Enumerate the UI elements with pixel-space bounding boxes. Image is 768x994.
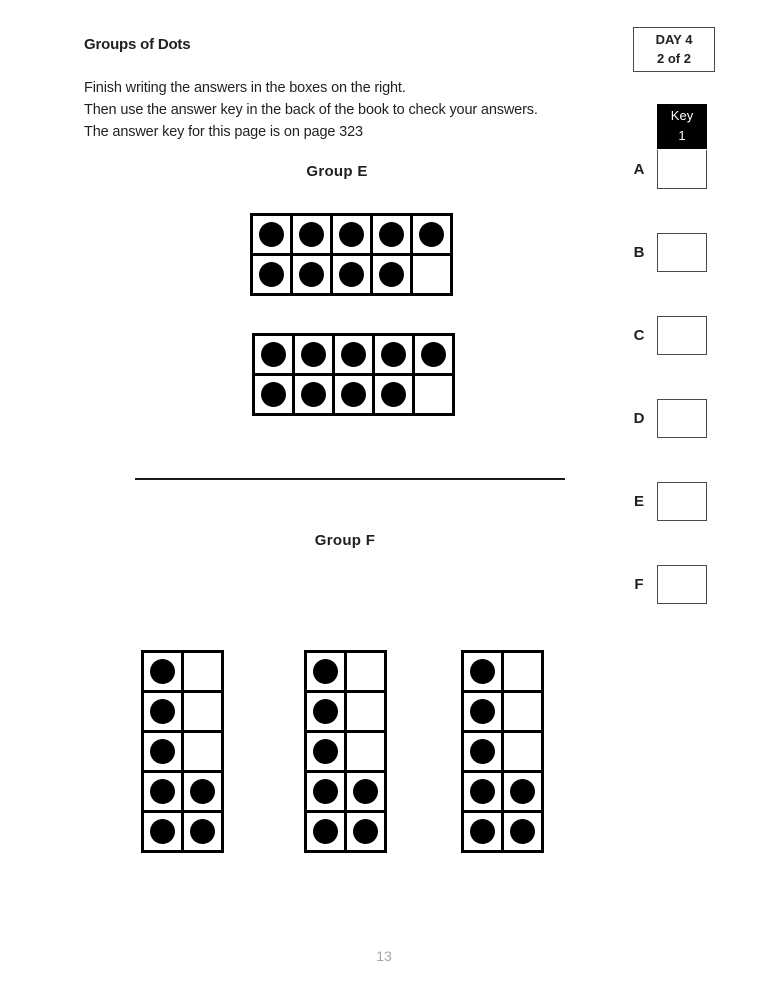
dot-icon	[313, 699, 339, 725]
ten-frame-f-frame-2	[304, 650, 387, 853]
dot-icon	[261, 342, 287, 368]
frame-cell-filled	[293, 216, 333, 256]
dot-icon	[379, 222, 405, 248]
answer-slot-f	[628, 565, 708, 604]
section-divider	[135, 478, 565, 480]
page-title: Groups of Dots	[84, 36, 191, 53]
answer-slot-e	[628, 482, 708, 521]
dot-icon	[299, 222, 325, 248]
frame-cell-empty	[504, 733, 544, 773]
answer-box-f[interactable]	[657, 565, 707, 604]
answer-box-c[interactable]	[657, 316, 707, 355]
frame-cell-empty	[415, 376, 455, 416]
dot-icon	[301, 382, 327, 408]
dot-icon	[381, 342, 407, 368]
dot-icon	[379, 262, 405, 288]
frame-cell-filled	[144, 733, 184, 773]
frame-cell-filled	[144, 693, 184, 733]
dot-icon	[259, 222, 285, 248]
answer-slot-b	[628, 233, 708, 272]
dot-icon	[353, 819, 379, 845]
answer-letter-f: F	[634, 576, 644, 593]
answer-slot-d	[628, 399, 708, 438]
frame-cell-filled	[335, 376, 375, 416]
dot-icon	[299, 262, 325, 288]
ten-frame-f-frame-1	[141, 650, 224, 853]
dot-icon	[381, 382, 407, 408]
dot-icon	[341, 342, 367, 368]
frame-cell-filled	[504, 813, 544, 853]
frame-cell-filled	[333, 256, 373, 296]
frame-cell-filled	[255, 336, 295, 376]
answer-box-a[interactable]	[657, 150, 707, 189]
frame-cell-filled	[333, 216, 373, 256]
frame-cell-empty	[347, 733, 387, 773]
key-badge-number: 1	[678, 128, 686, 143]
frame-cell-empty	[504, 653, 544, 693]
frame-cell-empty	[504, 693, 544, 733]
frame-cell-filled	[144, 653, 184, 693]
frame-cell-filled	[307, 773, 347, 813]
frame-cell-filled	[253, 256, 293, 296]
frame-cell-filled	[464, 693, 504, 733]
frame-cell-empty	[347, 693, 387, 733]
dot-icon	[150, 779, 176, 805]
frame-cell-empty	[184, 653, 224, 693]
frame-cell-filled	[464, 653, 504, 693]
answer-letter-e: E	[633, 493, 644, 510]
dot-icon	[261, 382, 287, 408]
frame-cell-filled	[307, 653, 347, 693]
frame-cell-empty	[413, 256, 453, 296]
frame-cell-filled	[144, 813, 184, 853]
dot-icon	[150, 659, 176, 685]
frame-cell-filled	[375, 376, 415, 416]
dot-icon	[190, 779, 216, 805]
frame-cell-filled	[413, 216, 453, 256]
day-badge-progress: 2 of 2	[657, 51, 691, 66]
frame-cell-filled	[373, 256, 413, 296]
answer-box-d[interactable]	[657, 399, 707, 438]
dot-icon	[150, 819, 176, 845]
frame-cell-filled	[307, 813, 347, 853]
group-f-heading: Group F	[314, 532, 376, 549]
ten-frame-e-frame-1	[250, 213, 453, 296]
frame-cell-filled	[335, 336, 375, 376]
dot-icon	[313, 739, 339, 765]
answer-letter-d: D	[633, 410, 645, 427]
frame-cell-filled	[373, 216, 413, 256]
frame-cell-filled	[295, 336, 335, 376]
dot-icon	[353, 779, 379, 805]
dot-icon	[421, 342, 447, 368]
answer-letter-b: B	[633, 244, 645, 261]
dot-icon	[339, 262, 365, 288]
frame-cell-filled	[253, 216, 293, 256]
frame-cell-filled	[307, 693, 347, 733]
dot-icon	[313, 659, 339, 685]
dot-icon	[341, 382, 367, 408]
answer-box-b[interactable]	[657, 233, 707, 272]
instruction-line-1: Finish writing the answers in the boxes on the right.	[84, 80, 406, 96]
dot-icon	[150, 739, 176, 765]
dot-icon	[419, 222, 445, 248]
dot-icon	[470, 659, 496, 685]
frame-cell-filled	[347, 813, 387, 853]
instruction-line-2: Then use the answer key in the back of the book to check your answers.	[84, 102, 538, 118]
dot-icon	[313, 779, 339, 805]
day-badge-day: DAY 4	[655, 32, 693, 47]
frame-cell-filled	[293, 256, 333, 296]
frame-cell-filled	[464, 733, 504, 773]
answer-box-e[interactable]	[657, 482, 707, 521]
dot-icon	[510, 819, 536, 845]
key-badge-label: Key	[670, 108, 694, 123]
dot-icon	[470, 699, 496, 725]
dot-icon	[150, 699, 176, 725]
frame-cell-filled	[295, 376, 335, 416]
frame-cell-filled	[184, 773, 224, 813]
frame-cell-filled	[415, 336, 455, 376]
frame-cell-filled	[307, 733, 347, 773]
dot-icon	[470, 779, 496, 805]
group-e-heading: Group E	[306, 163, 368, 180]
ten-frame-e-frame-2	[252, 333, 455, 416]
instruction-line-3: The answer key for this page is on page 323	[84, 124, 363, 140]
page-number: 13	[376, 948, 392, 964]
answer-slot-a	[628, 150, 708, 189]
frame-cell-empty	[184, 693, 224, 733]
answer-letter-c: C	[633, 327, 645, 344]
frame-cell-filled	[464, 773, 504, 813]
frame-cell-filled	[464, 813, 504, 853]
dot-icon	[301, 342, 327, 368]
frame-cell-filled	[184, 813, 224, 853]
ten-frame-f-frame-3	[461, 650, 544, 853]
answer-letter-a: A	[633, 161, 645, 178]
dot-icon	[190, 819, 216, 845]
answer-slot-c	[628, 316, 708, 355]
dot-icon	[313, 819, 339, 845]
dot-icon	[470, 819, 496, 845]
dot-icon	[339, 222, 365, 248]
frame-cell-filled	[504, 773, 544, 813]
key-badge	[657, 104, 707, 149]
dot-icon	[470, 739, 496, 765]
frame-cell-filled	[347, 773, 387, 813]
dot-icon	[259, 262, 285, 288]
day-badge	[633, 27, 715, 72]
frame-cell-filled	[255, 376, 295, 416]
instructions-block	[84, 77, 538, 143]
frame-cell-empty	[184, 733, 224, 773]
frame-cell-empty	[347, 653, 387, 693]
dot-icon	[510, 779, 536, 805]
frame-cell-filled	[144, 773, 184, 813]
frame-cell-filled	[375, 336, 415, 376]
